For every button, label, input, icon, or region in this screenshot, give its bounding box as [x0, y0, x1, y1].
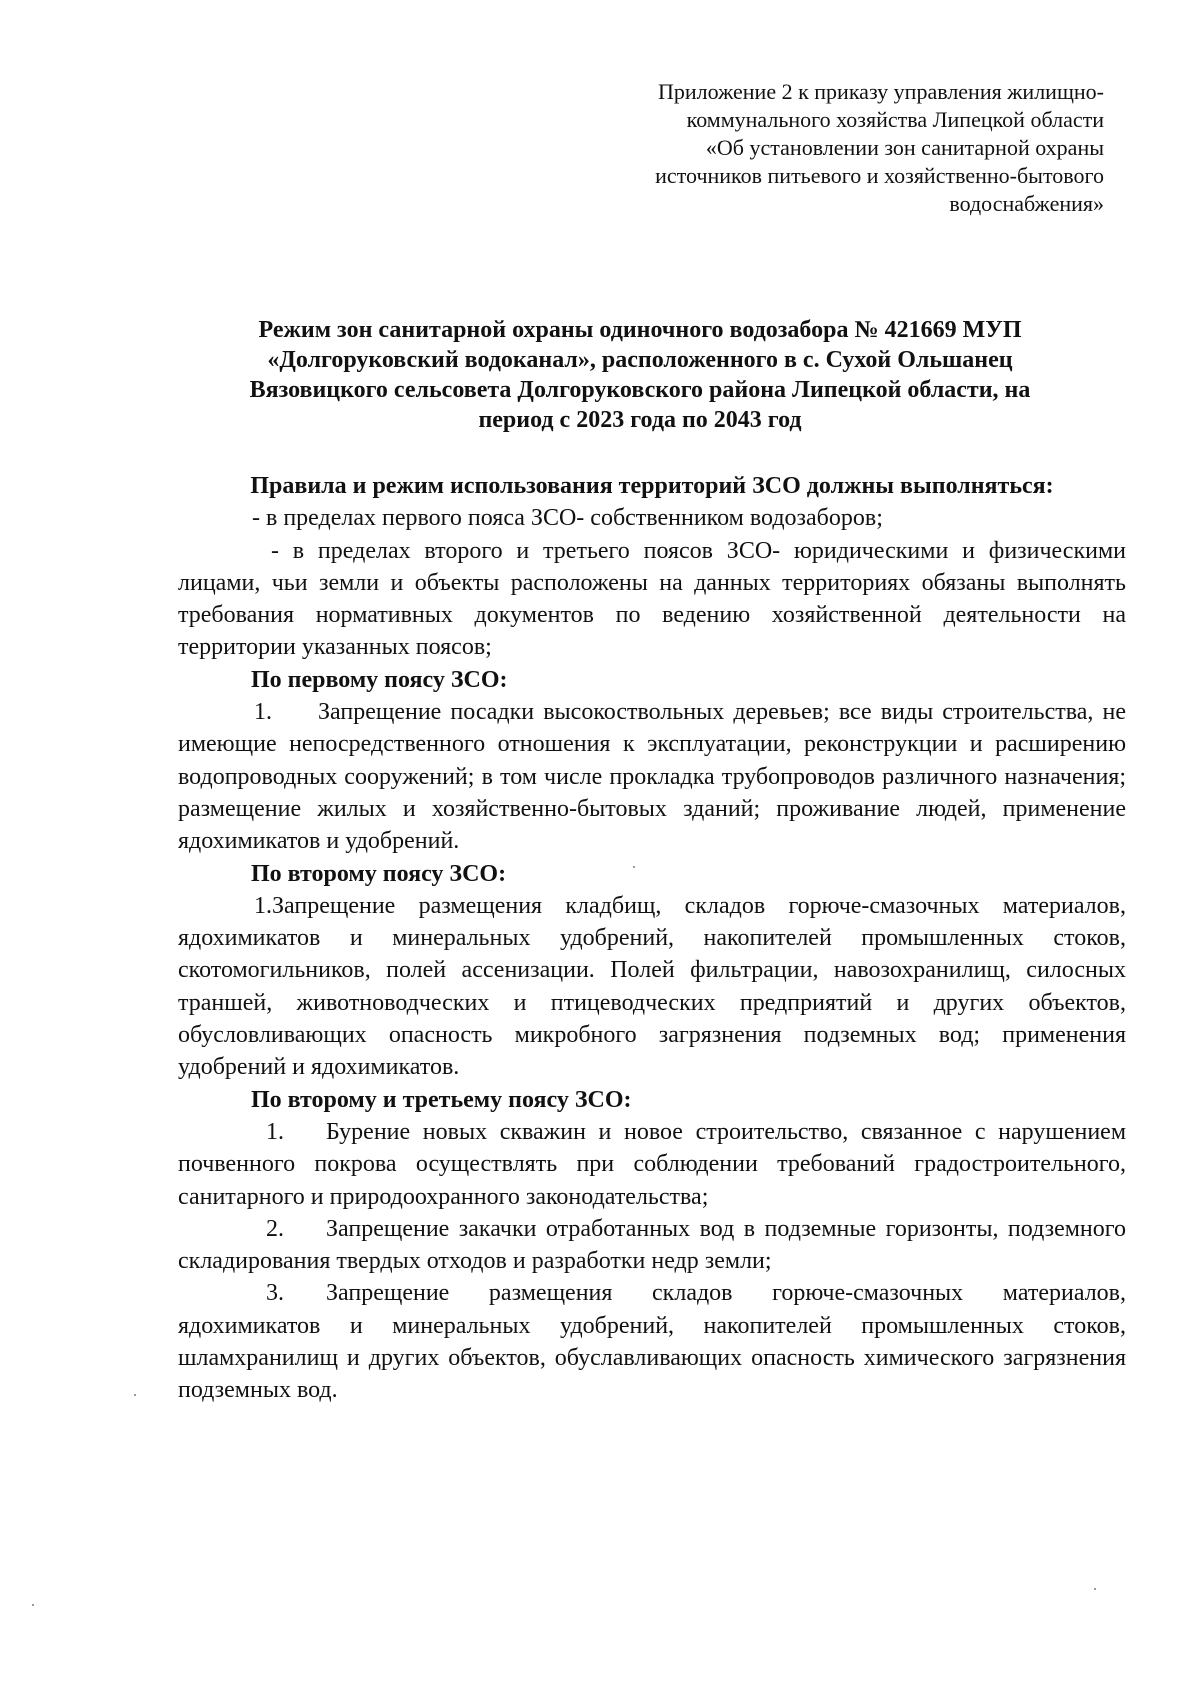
zone23-item-number: 3. — [266, 1280, 284, 1307]
zone2-heading: По второму поясу ЗСО: — [251, 860, 507, 887]
zone1-heading: По первому поясу ЗСО: — [251, 666, 508, 693]
zone23-item-text: Бурение новых скважин и новое строительство, связанное с нарушением почвенного покрова осуществлять при соблюдении требований градостроительного, санитарного и природоохранного законодательства; — [178, 1118, 1126, 1210]
zone1-item-text: Запрещение посадки высокоствольных деревьев; все виды строительства, не имеющие непосредственного отношения к эксплуатации, реконструкции и расширению водопроводных сооружений; в том числе прокладка трубопроводов различного назначения; размещение жилых и хозяйственно-бытовых зданий; проживание людей, применение ядохимикатов и удобрений. — [178, 699, 1126, 855]
rule-paragraph: - в пределах первого пояса ЗСО- собственником водозаборов; — [252, 505, 883, 532]
rules-heading: Правила и режим использования территорий ЗСО должны выполняться: — [250, 473, 1054, 499]
appendix-header-line: водоснабжения» — [949, 191, 1104, 216]
document-title — [150, 315, 1130, 435]
appendix-header-line: Приложение 2 к приказу управления жилищно- — [658, 79, 1104, 104]
zone23-item — [178, 1277, 1126, 1406]
appendix-header-line: источников питьевого и хозяйственно-бытового — [655, 163, 1104, 188]
document-title-line: период с 2023 года по 2043 год — [478, 407, 802, 433]
document-body — [178, 470, 1126, 1407]
zone1-item — [178, 696, 1126, 857]
appendix-header-line: коммунального хозяйства Липецкой области — [686, 107, 1104, 132]
zone23-heading: По второму и третьему поясу ЗСО: — [251, 1086, 632, 1113]
zone23-item-text: Запрещение размещения складов горюче-смазочных материалов, ядохимикатов и минеральных удобрений, накопителей промышленных стоков, шламхранилищ и других объектов, обуславливающих опасность химического загрязнения подземных вод. — [178, 1280, 1126, 1404]
appendix-header — [484, 78, 1104, 218]
appendix-header-line: «Об установлении зон санитарной охраны — [705, 135, 1104, 160]
zone2-item: 1.Запрещение размещения кладбищ, складов горюче-смазочных материалов, ядохимикатов и минеральных удобрений, накопителей промышленных стоков, скотомогильников, полей ассенизации. Полей фильтрации, навозохранилищ, силосных траншей, животноводческих и птицеводческих предприятий и других объектов, обусловливающих опасность микробного загрязнения подземных вод; применения удобрений и ядохимикатов. — [178, 892, 1126, 1081]
zone23-item-number: 1. — [266, 1118, 284, 1145]
zone23-item — [178, 1116, 1126, 1213]
rule-paragraph: - в пределах второго и третьего поясов ЗСО- юридическими и физическими лицами, чьи земли и объекты расположены на данных территориях обязаны выполнять требования нормативных документов по ведению хозяйственной деятельности на территории указанных поясов; — [178, 537, 1126, 661]
zone23-item — [178, 1213, 1126, 1278]
zone23-item-number: 2. — [266, 1215, 284, 1242]
scan-speck — [633, 866, 635, 868]
document-title-line: Режим зон санитарной охраны одиночного водозабора № 421669 МУП — [258, 317, 1022, 343]
zone1-item-number: 1. — [254, 699, 272, 726]
zone23-item-text: Запрещение закачки отработанных вод в подземные горизонты, подземного складирования твердых отходов и разработки недр земли; — [178, 1215, 1126, 1275]
document-title-line: «Долгоруковский водоканал», расположенного в с. Сухой Ольшанец — [267, 347, 1013, 373]
scan-speck — [134, 1394, 136, 1396]
document-title-line: Вязовицкого сельсовета Долгоруковского района Липецкой области, на — [249, 377, 1031, 403]
scan-speck — [1094, 1588, 1096, 1590]
scan-speck — [32, 1604, 34, 1606]
